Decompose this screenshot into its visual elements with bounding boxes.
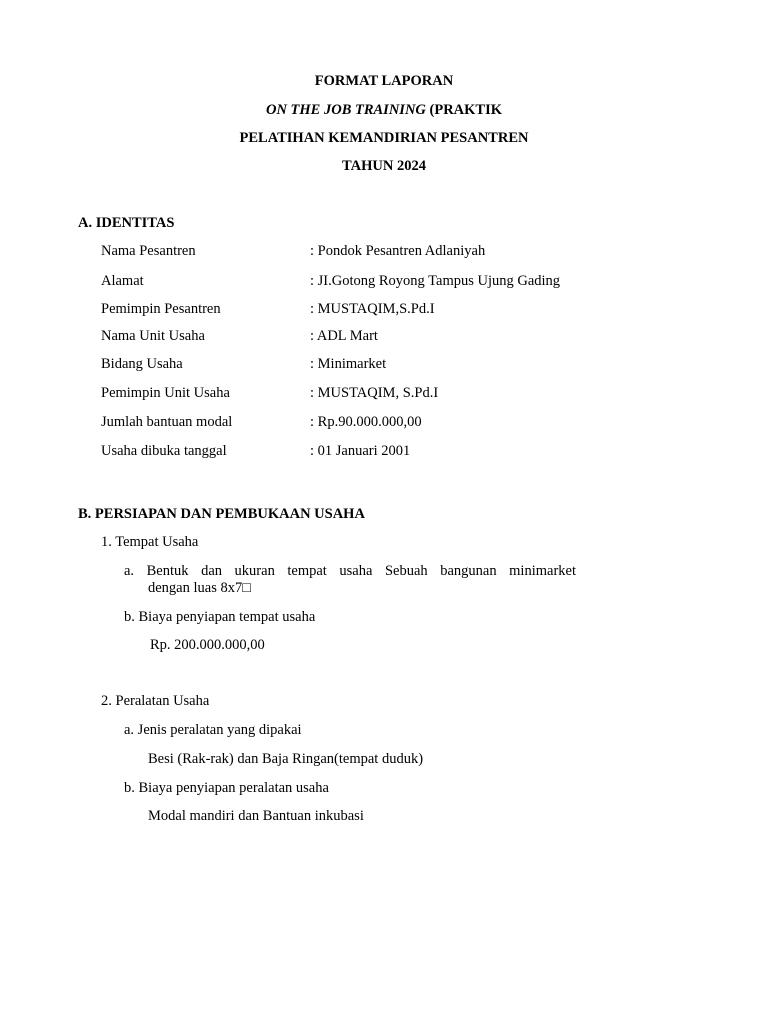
title-line-4: TAHUN 2024 xyxy=(342,158,426,174)
item-1-title: 1. Tempat Usaha xyxy=(101,534,199,550)
identity-label: Usaha dibuka tanggal xyxy=(101,443,227,459)
identity-label: Pemimpin Pesantren xyxy=(101,301,221,317)
identity-row xyxy=(0,384,768,402)
identity-value: : Pondok Pesantren Adlaniyah xyxy=(310,243,486,259)
item-1b-value: Rp. 200.000.000,00 xyxy=(150,637,265,653)
title-line-1: FORMAT LAPORAN xyxy=(314,73,454,89)
identity-row xyxy=(0,413,768,431)
identity-label: Pemimpin Unit Usaha xyxy=(101,385,230,401)
item-2b-value: Modal mandiri dan Bantuan inkubasi xyxy=(148,808,364,824)
item-2b-label: b. Biaya penyiapan peralatan usaha xyxy=(124,780,329,796)
item-1a-line-2: dengan luas 8x7□ xyxy=(148,580,251,596)
item-1b-label: b. Biaya penyiapan tempat usaha xyxy=(124,609,316,625)
identity-value: : MUSTAQIM, S.Pd.I xyxy=(310,385,439,401)
identity-row xyxy=(0,442,768,460)
identity-value: : Minimarket xyxy=(310,356,387,372)
identity-label: Nama Pesantren xyxy=(101,243,196,259)
identity-label: Bidang Usaha xyxy=(101,356,183,372)
identity-label: Jumlah bantuan modal xyxy=(101,414,233,430)
section-a-heading: A. IDENTITAS xyxy=(78,215,175,231)
title-line-2 xyxy=(0,101,768,119)
identity-row xyxy=(0,272,768,290)
identity-row xyxy=(0,300,768,318)
title-line-3: PELATIHAN KEMANDIRIAN PESANTREN xyxy=(239,130,529,146)
identity-value: : 01 Januari 2001 xyxy=(310,443,411,459)
identity-row xyxy=(0,355,768,373)
identity-value: : Rp.90.000.000,00 xyxy=(310,414,422,430)
section-b-heading: B. PERSIAPAN DAN PEMBUKAAN USAHA xyxy=(78,506,365,522)
title-line-2-italic: ON THE JOB TRAINING xyxy=(265,102,426,118)
identity-value: : ADL Mart xyxy=(310,328,378,344)
identity-row xyxy=(0,327,768,345)
identity-value: : MUSTAQIM,S.Pd.I xyxy=(310,301,435,317)
identity-row xyxy=(0,242,768,260)
identity-value: : JI.Gotong Royong Tampus Ujung Gading xyxy=(310,273,561,289)
item-2a-label: a. Jenis peralatan yang dipakai xyxy=(124,722,302,738)
item-2-title: 2. Peralatan Usaha xyxy=(101,693,210,709)
identity-label: Alamat xyxy=(101,273,144,289)
item-1a-line-1: a. Bentuk dan ukuran tempat usaha Sebuah bangunan minimarket xyxy=(124,563,576,579)
title-line-2-rest: (PRAKTIK xyxy=(425,102,503,118)
identity-label: Nama Unit Usaha xyxy=(101,328,205,344)
item-2a-value: Besi (Rak-rak) dan Baja Ringan(tempat duduk) xyxy=(148,751,424,767)
